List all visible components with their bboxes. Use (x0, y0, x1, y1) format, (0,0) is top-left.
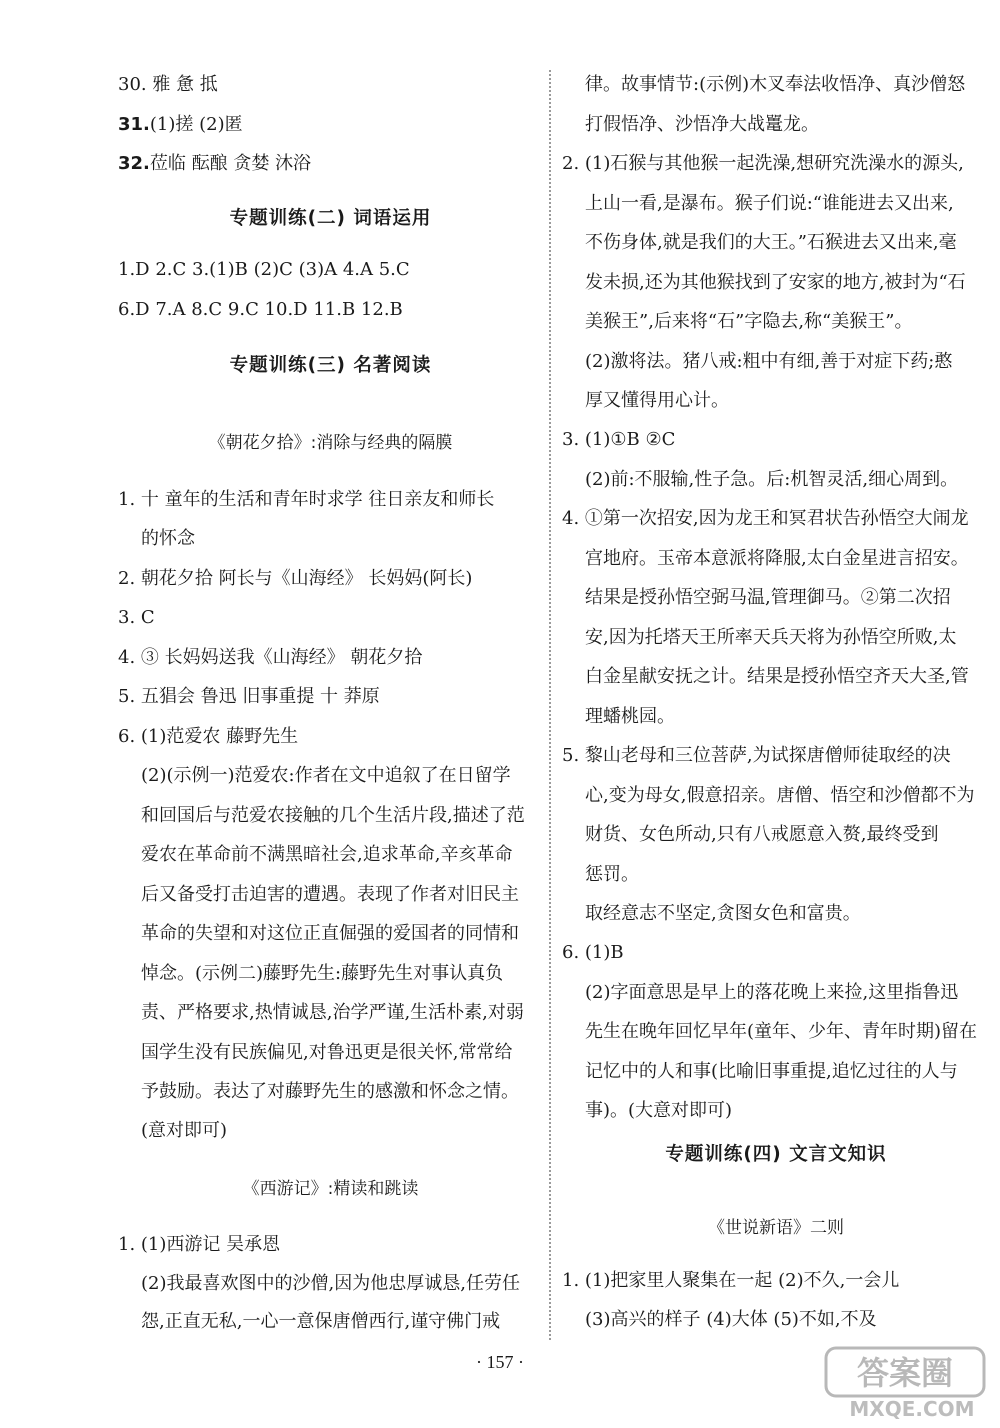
answer-31: 31.(1)搓 (2)匿 (118, 114, 243, 135)
xiyou-6-text: 事)。(大意对即可) (585, 1100, 733, 1121)
answer-30: 30. 雅 惫 抵 (118, 74, 218, 95)
xiyou-3: 3. (1)①B ②C (562, 429, 676, 450)
zhaohua-1-cont: 的怀念 (141, 528, 195, 549)
page-number: · 157 · (476, 1352, 524, 1372)
xiyou-4-text: 宫地府。玉帝本意派将降服,太白金星进言招安。 (585, 548, 969, 569)
xiyou-3-text: (2)前:不服输,性子急。后:机智灵活,细心周到。 (585, 469, 959, 490)
subheading-shishuo: 《世说新语》二则 (708, 1218, 844, 1238)
watermark-url: MXQE.COM (849, 1397, 975, 1421)
zhaohua-6-text: 爱农在革命前不满黑暗社会,追求革命,辛亥革命 (141, 844, 513, 865)
zhaohua-1: 1. 十 童年的生活和青年时求学 往日亲友和师长 (118, 489, 495, 510)
zhaohua-2: 2. 朝花夕拾 阿长与《山海经》 长妈妈(阿长) (118, 568, 473, 589)
answer-row-2: 6.D 7.A 8.C 9.C 10.D 11.B 12.B (118, 299, 403, 320)
xiyou-2-text: 上山一看,是瀑布。猴子们说:“谁能进去又出来, (585, 193, 954, 214)
shishuo-1-text: (3)高兴的样子 (4)大体 (5)不如,不及 (585, 1309, 877, 1330)
xiyou-6-text: 先生在晚年回忆早年(童年、少年、青年时期)留在 (585, 1021, 978, 1042)
xiyou-6-text: (2)字面意思是早上的落花晚上来捡,这里指鲁迅 (585, 982, 959, 1003)
xiyou-5-text: 取经意志不坚定,贪图女色和富贵。 (585, 903, 861, 924)
zhaohua-6-text: 后又备受打击迫害的遭遇。表现了作者对旧民主 (141, 884, 519, 905)
xiyou-1-text: 怨,正直无私,一心一意保唐僧西行,谨守佛门戒 (141, 1311, 501, 1332)
xiyou-5: 5. 黎山老母和三位菩萨,为试探唐僧师徒取经的决 (562, 745, 951, 766)
xiyou-1: 1. (1)西游记 吴承恩 (118, 1234, 281, 1255)
xiyou-2-text: 美猴王”,后来将“石”字隐去,称“美猴王”。 (585, 311, 913, 332)
answer-32: 32.莅临 酝酿 贪婪 沐浴 (118, 153, 312, 174)
zhaohua-6-note: (意对即可) (141, 1120, 228, 1141)
xiyou-1-text: (2)我最喜欢图中的沙僧,因为他忠厚诚恳,任劳任 (141, 1273, 520, 1294)
xiyou-4-text: 结果是授孙悟空弼马温,管理御马。②第二次招 (585, 587, 951, 608)
xiyou-cont: 打假悟净、沙悟净大战鼍龙。 (585, 114, 819, 135)
xiyou-2-text: (2)激将法。猪八戒:粗中有细,善于对症下药;憨 (585, 351, 953, 372)
watermark-logo (822, 1342, 992, 1422)
xiyou-2-text: 厚又懂得用心计。 (585, 390, 729, 411)
section-heading-wenyan: 专题训练(四) 文言文知识 (665, 1144, 887, 1165)
column-divider (549, 70, 551, 1340)
xiyou-5-text: 惩罚。 (585, 864, 639, 885)
shishuo-1: 1. (1)把家里人聚集在一起 (2)不久,一会儿 (562, 1270, 900, 1291)
xiyou-2: 2. (1)石猴与其他猴一起洗澡,想研究洗澡水的源头, (562, 153, 964, 174)
watermark-graphic (822, 1342, 992, 1422)
xiyou-4: 4. ①第一次招安,因为龙王和冥君状告孙悟空大闹龙 (562, 508, 969, 529)
zhaohua-6-text: 予鼓励。表达了对藤野先生的感激和怀念之情。 (141, 1081, 519, 1102)
watermark-text: 答案圈 (856, 1354, 954, 1392)
zhaohua-6-text: (2)(示例一)范爱农:作者在文中追叙了在日留学 (141, 765, 511, 786)
zhaohua-6-text: 责、严格要求,热情诚恳,治学严谨,生活朴素,对弱 (141, 1002, 524, 1023)
xiyou-5-text: 财货、女色所动,只有八戒愿意入赘,最终受到 (585, 824, 939, 845)
zhaohua-6-text: 和回国后与范爱农接触的几个生活片段,描述了范 (141, 805, 525, 826)
xiyou-6-text: 记忆中的人和事(比喻旧事重提,追忆过往的人与 (585, 1061, 958, 1082)
xiyou-4-text: 安,因为托塔天王所率天兵天将为孙悟空所败,太 (585, 627, 957, 648)
xiyou-cont: 律。故事情节:(示例)木叉奉法收悟净、真沙僧怒 (585, 74, 966, 95)
xiyou-2-text: 发未损,还为其他猴找到了安家的地方,被封为“石 (585, 272, 966, 293)
subheading-zhaohua: 《朝花夕拾》:消除与经典的隔膜 (208, 433, 453, 453)
xiyou-6: 6. (1)B (562, 942, 624, 963)
section-heading-ciyu: 专题训练(二) 词语运用 (229, 208, 432, 229)
section-heading-mingzhu: 专题训练(三) 名著阅读 (229, 355, 432, 376)
xiyou-2-text: 不伤身体,就是我们的大王。”石猴进去又出来,毫 (585, 232, 957, 253)
zhaohua-6: 6. (1)范爱农 藤野先生 (118, 726, 299, 747)
zhaohua-4: 4. ③ 长妈妈送我《山海经》 朝花夕拾 (118, 647, 423, 668)
zhaohua-5: 5. 五猖会 鲁迅 旧事重提 十 莽原 (118, 686, 380, 707)
zhaohua-6-text: 悼念。(示例二)藤野先生:藤野先生对事认真负 (141, 963, 504, 984)
zhaohua-6-text: 国学生没有民族偏见,对鲁迅更是很关怀,常常给 (141, 1042, 513, 1063)
xiyou-5-text: 心,变为母女,假意招亲。唐僧、悟空和沙僧都不为 (585, 785, 975, 806)
xiyou-4-text: 理蟠桃园。 (585, 706, 675, 727)
zhaohua-3: 3. C (118, 607, 155, 628)
answer-row-1: 1.D 2.C 3.(1)B (2)C (3)A 4.A 5.C (118, 259, 410, 280)
subheading-xiyou: 《西游记》:精读和跳读 (242, 1179, 419, 1199)
xiyou-4-text: 白金星献安抚之计。结果是授孙悟空齐天大圣,管 (585, 666, 969, 687)
zhaohua-6-text: 革命的失望和对这位正直倔强的爱国者的同情和 (141, 923, 519, 944)
